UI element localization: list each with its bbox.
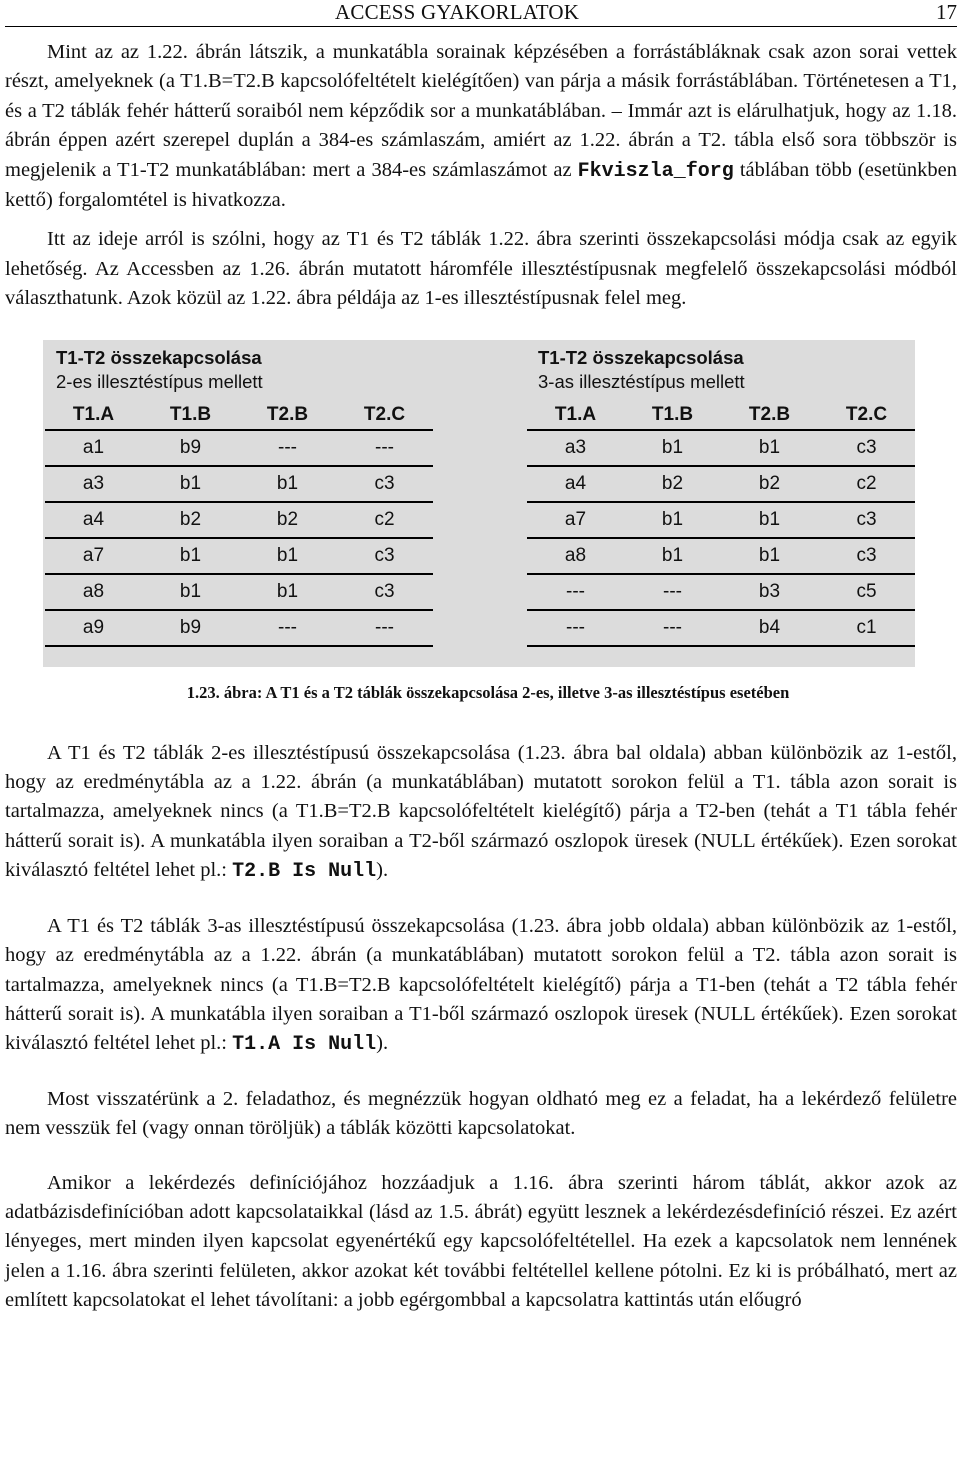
table-cell: a3 [45, 466, 142, 502]
table-cell: b1 [721, 502, 818, 538]
table-name-code: Fkviszla_forg [577, 159, 734, 183]
table-row [527, 502, 915, 538]
table-cell: --- [624, 574, 721, 610]
column-header: T2.C [336, 402, 433, 430]
table-row [527, 610, 915, 646]
table-cell: b2 [239, 502, 336, 538]
right-join-table-block [527, 346, 915, 647]
table-cell: b1 [142, 538, 239, 574]
table-cell: b2 [624, 466, 721, 502]
table-cell: b2 [142, 502, 239, 538]
column-header: T1.B [142, 402, 239, 430]
table-row [527, 430, 915, 466]
paragraph-4-text-b: ). [376, 1032, 389, 1055]
table-cell: b1 [624, 430, 721, 466]
table-row [45, 574, 433, 610]
column-header: T1.A [45, 402, 142, 430]
column-header: T2.C [818, 402, 915, 430]
left-join-table-block [45, 346, 433, 647]
table-cell: c3 [336, 574, 433, 610]
paragraph-1-text-a: Mint az az 1.22. ábrán látszik, a munkatábla sorainak képzésében a forrástábláknak csak azon sorai vettek részt, amelyeknek (a T1.B=T2.B kapcsolófeltételt kielégítően) van párja a másik forrástáblában. Történetesen a T1, és a T2 táblák fehér hátterű soraiból nem képződik sor a munkatáblában. – Immár azt is elárulhatjuk, hogy az 1.18. ábrán éppen azért szerepel duplán a 384-es számlaszám, amiért az 1.22. ábrán a T2. tábla első sora többször is megjelenik a T1-T2 munkatáblában: mert a 384-es számlaszámot az [5, 41, 957, 181]
left-join-table [45, 402, 433, 647]
paragraph-4 [5, 912, 957, 1060]
paragraph-1 [5, 38, 957, 215]
running-title: ACCESS GYAKORLATOK [335, 0, 580, 24]
table-cell: b4 [721, 610, 818, 646]
column-header: T1.A [527, 402, 624, 430]
table-row [45, 538, 433, 574]
table-header-row [45, 402, 433, 430]
table-cell: b1 [142, 574, 239, 610]
table-cell: c3 [818, 538, 915, 574]
table-cell: c3 [818, 502, 915, 538]
figure-caption: 1.23. ábra: A T1 és a T2 táblák összekapcsolása 2-es, illetve 3-as illesztéstípus esetében [186, 682, 790, 702]
table-cell: b1 [721, 430, 818, 466]
table-row [527, 574, 915, 610]
right-join-table [527, 402, 915, 647]
paragraph-5: Most visszatérünk a 2. feladathoz, és megnézzük hogyan oldható meg ez a feladat, ha a lekérdező felületre nem vesszük fel (vagy onnan töröljük) a táblák közötti kapcsolatokat. [5, 1087, 957, 1140]
paragraph-1-text-b: táblában több (esetünkben kettő) forgalomtétel is hivatkozza. [5, 158, 957, 212]
table-row [45, 502, 433, 538]
table-row [527, 466, 915, 502]
table-cell: c1 [818, 610, 915, 646]
table-cell: b9 [142, 610, 239, 646]
figure-1-23 [43, 340, 915, 667]
table-cell: --- [336, 610, 433, 646]
table-cell: --- [527, 574, 624, 610]
table-cell: c3 [336, 538, 433, 574]
condition-code: T1.A Is Null [232, 1033, 377, 1057]
table-cell: --- [239, 430, 336, 466]
table-cell: a9 [45, 610, 142, 646]
table-cell: a1 [45, 430, 142, 466]
table-cell: --- [527, 610, 624, 646]
table-cell: --- [336, 430, 433, 466]
table-cell: b1 [142, 466, 239, 502]
table-cell: a3 [527, 430, 624, 466]
table-row [45, 430, 433, 466]
column-header: T2.B [721, 402, 818, 430]
condition-code: T2.B Is Null [232, 860, 377, 884]
table-cell: a8 [527, 538, 624, 574]
paragraph-2: Itt az ideje arról is szólni, hogy az T1 és T2 táblák 1.22. ábra szerinti összekapcsolási módja csak az egyik lehetőség. Az Accessben az 1.26. ábrán mutatott háromféle illesztéstípusnak megfelelő összekapcsolási módból választhatunk. Azok közül az 1.22. ábra példája az 1-es illesztéstípusnak felel meg. [5, 228, 957, 310]
left-table-subtitle: 2-es illesztéstípus mellett [56, 370, 263, 392]
table-cell: b1 [624, 502, 721, 538]
page-header [5, 0, 957, 27]
table-row [527, 538, 915, 574]
paragraph-6: Amikor a lekérdezés definíciójához hozzáadjuk a 1.16. ábra szerinti három táblát, akkor azok az adatbázisdefinícióban adott kapcsolataikkal (lásd az 1.5. ábrát) együtt lesznek a lekérdezésdefiníció részei. Ez azért lényeges, mert minden ilyen kapcsolat egyenértékű egy kapcsolófeltétellel. Ha ezek a kapcsolatok nem lennének jelen a 1.16. ábra szerinti felületen, akkor azokat két további feltétellel kellene pótolni. Ez ki is próbálható, mert az említett kapcsolatokat el lehet távolítani: a jobb egérgombbal a kapcsolatra kattintás után előugró [5, 1171, 957, 1312]
right-table-subtitle: 3-as illesztéstípus mellett [538, 370, 745, 392]
table-cell: a7 [527, 502, 624, 538]
document-page [5, 0, 957, 1316]
table-cell: c2 [818, 466, 915, 502]
table-row [45, 610, 433, 646]
table-cell: b1 [239, 466, 336, 502]
paragraph-4-text-a: A T1 és T2 táblák 3-as illesztéstípusú összekapcsolása (1.23. ábra jobb oldala) abban különbözik az 1-estől, hogy az eredménytábla az a 1.22. ábrán (a munkatáblában) mutatott sorokon felül a T2. tábla azon sorait is tartalmazza, amelyeknek nincs (a T1.B=T2.B kapcsolófeltételt kielégítő) párja a T1-ben (tehát a T2 tábla fehér hátterű sorait is). A munkatábla ilyen soraiban a T1-ből származó oszlopok üresek (NULL értékűek). Ezen sorokat kiválasztó feltétel lehet pl.: [5, 914, 957, 1055]
table-cell: b3 [721, 574, 818, 610]
table-cell: a8 [45, 574, 142, 610]
table-cell: c3 [336, 466, 433, 502]
table-cell: c2 [336, 502, 433, 538]
table-cell: b2 [721, 466, 818, 502]
page-number: 17 [936, 0, 957, 24]
table-cell: --- [624, 610, 721, 646]
table-cell: a4 [45, 502, 142, 538]
table-cell: b1 [239, 538, 336, 574]
right-table-title: T1-T2 összekapcsolása [538, 346, 744, 368]
paragraph-3-text-a: A T1 és T2 táblák 2-es illesztéstípusú összekapcsolása (1.23. ábra bal oldala) abban különbözik az 1-estől, hogy az eredménytábla az a 1.22. ábrán (a munkatáblában) mutatott sorokon felül a T1. tábla azon sorait is tartalmazza, amelyeknek nincs (a T1.B=T2.B kapcsolófeltételt kielégítő) párja a T2-ben (tehát a T1 tábla fehér hátterű sorait is). A munkatábla ilyen soraiban a T2-ből származó oszlopok üresek (NULL értékűek). Ezen sorokat kiválasztó feltétel lehet pl.: [5, 741, 957, 882]
table-cell: a4 [527, 466, 624, 502]
table-cell: b1 [239, 574, 336, 610]
table-cell: b1 [721, 538, 818, 574]
table-cell: c3 [818, 430, 915, 466]
paragraph-3 [5, 739, 957, 887]
table-cell: b1 [624, 538, 721, 574]
table-row [45, 466, 433, 502]
table-header-row [527, 402, 915, 430]
table-cell: a7 [45, 538, 142, 574]
paragraph-3-text-b: ). [376, 859, 389, 882]
table-cell: --- [239, 610, 336, 646]
left-table-title: T1-T2 összekapcsolása [56, 346, 262, 368]
table-cell: b9 [142, 430, 239, 466]
column-header: T2.B [239, 402, 336, 430]
table-cell: c5 [818, 574, 915, 610]
column-header: T1.B [624, 402, 721, 430]
